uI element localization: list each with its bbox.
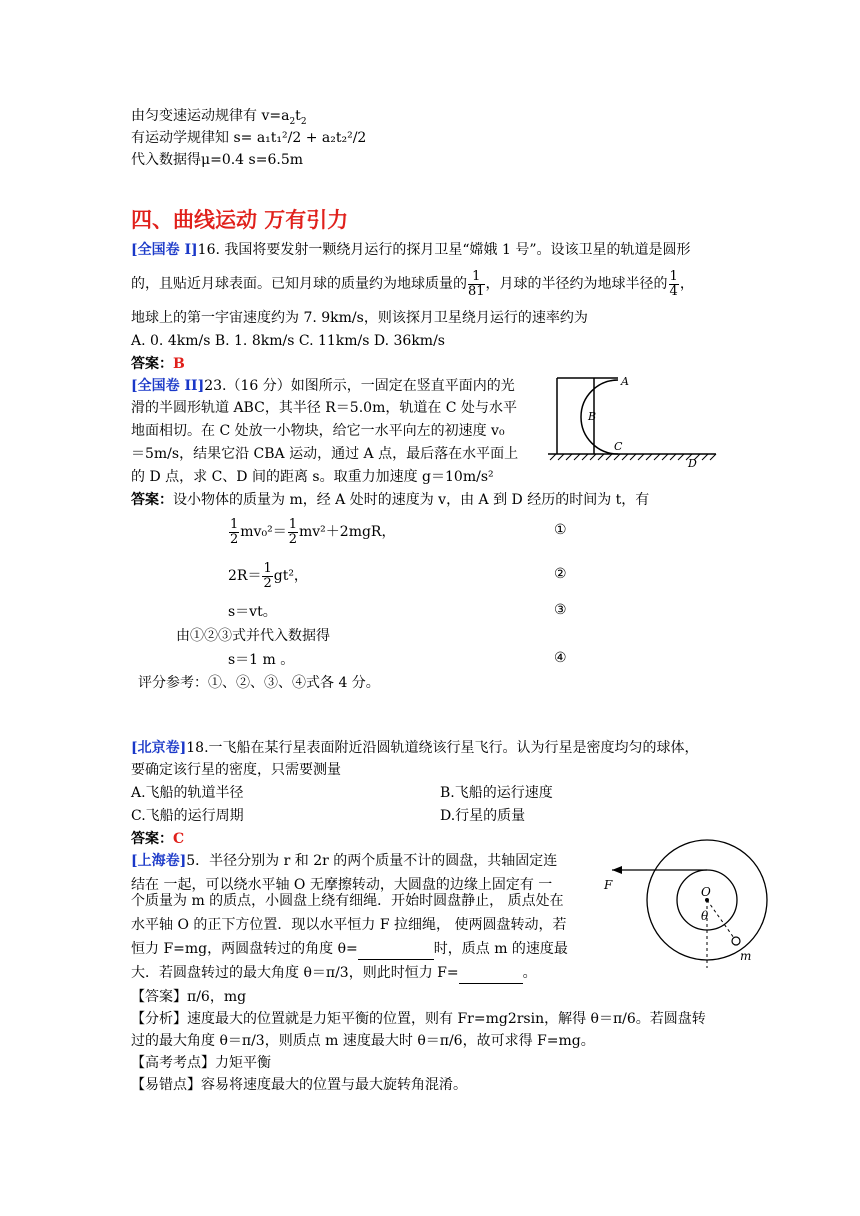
question-line: 结在 一起，可以绕水平轴 O 无摩擦转动，大圆盘的边缘上固定有 一 [131,877,553,893]
options-line: A. 0. 4km/s B. 1. 8km/s C. 11km/s D. 36km/s [131,333,445,349]
question-line: 要确定该行星的密度，只需要测量 [131,762,341,778]
mass-point [732,937,740,945]
question-tag: [全国卷 I] [131,242,198,258]
answer-line: 【答案】π/6，mg [131,989,247,1005]
question-tag: [上海卷] [131,853,187,869]
label-b: B [588,410,597,423]
analysis-line: 过的最大角度 θ＝π/3，则质点 m 速度最大时 θ＝π/6，故可求得 F=mg。 [131,1033,595,1049]
option-b: B.飞船的运行速度 [440,785,553,801]
question-line: 地面相切。在 C 处放一小物块，给它一水平向左的初速度 v₀ [131,423,505,439]
text-line: 由匀变速运动规律有 $v=a_2t_2$ [131,108,307,127]
disk-figure [600,838,790,978]
section-title: 四、曲线运动 万有引力 [131,208,349,232]
answer-line: 答案：设小物体的质量为 m，经 A 处时的速度为 v，由 A 到 D 经历的时间为 t，有 [131,492,650,508]
question-line: 的，且贴近月球表面。已知月球的质量约为地球质量的 $\frac{1}{81}$ ，月球的半径约为地球半径的 $\frac{1}{4}$ ， [131,268,694,299]
text-line: 代入数据得μ=0.4 s=6.5m [131,152,303,168]
blank-2 [459,963,523,984]
question-line: 的 D 点，求 C、D 间的距离 s。取重力加速度 g＝10m/s² [131,469,494,485]
text-line: 有运动学规律知 s= a₁t₁²/2 + a₂t₂²/2 [131,130,367,146]
analysis-line: 【分析】速度最大的位置就是力矩平衡的位置，则有 Fr=mg2rsin，解得 θ＝π/6。若圆盘转 [131,1011,706,1027]
equation-mark: ④ [554,650,567,666]
equation-4: s＝1 m 。 [228,652,295,668]
option-c: C.飞船的运行周期 [131,808,244,824]
label-theta: θ [701,909,709,923]
equation-3: s＝vt。 [228,604,277,620]
option-a: A.飞船的轨道半径 [131,785,244,801]
question-line: 地球上的第一宇宙速度约为 7. 9km/s，则该探月卫星绕月运行的速率约为 [131,310,588,326]
label-o: O [701,885,711,899]
text-line: 由①②③式并代入数据得 [176,628,330,644]
key-point-line: 【高考考点】力矩平衡 [131,1055,271,1071]
question-line: [北京卷]18.一飞船在某行星表面附近沿圆轨道绕该行星飞行。认为行星是密度均匀的球体， [131,740,699,756]
question-line: [全国卷 I]16. 我国将要发射一颗绕月运行的探月卫星“嫦娥 1 号”。设该卫星的轨道是圆形 [131,242,691,258]
answer-line: 答案：C [131,831,185,847]
question-line: [上海卷]5．半径分别为 r 和 2r 的两个质量不计的圆盘，共轴固定连 [131,853,558,869]
question-line: 滑的半圆形轨道 ABC，其半径 R＝5.0m，轨道在 C 处与水平 [131,400,517,416]
blank-1 [358,939,434,960]
fraction: $\frac{1}{81}$ [468,268,485,299]
scoring-line: 评分参考：①、②、③、④式各 4 分。 [138,675,380,691]
equation-mark: ① [554,522,567,538]
equation-1: $\frac{1}{2}$ mv₀²＝ $\frac{1}{2}$ mv²＋2mgR， [230,516,396,547]
equation-mark: ② [554,566,567,582]
question-line: 个质量为 m 的质点，小圆盘上绕有细绳．开始时圆盘静止， 质点处在 [131,893,564,909]
option-d: D.行星的质量 [440,808,526,824]
question-line: 大．若圆盘转过的最大角度 θ＝π/3，则此时恒力 F= 。 [131,963,537,984]
answer-line: 答案：B [131,356,185,372]
label-a: A [621,375,629,388]
question-tag: [全国卷 II] [131,378,205,394]
label-f: F [604,878,613,892]
label-c: C [614,440,623,453]
arrow-head [612,866,622,874]
question-tag: [北京卷] [131,740,187,756]
label-d: D [688,457,697,470]
fraction: $\frac{1}{4}$ [669,268,678,299]
semicircle-track [581,380,618,454]
track-figure [548,374,718,470]
question-line: 水平轴 O 的正下方位置．现以水平恒力 F 拉细绳， 使两圆盘转动，若 [131,917,567,933]
question-line: ＝5m/s，结果它沿 CBA 运动，通过 A 点，最后落在水平面上 [131,446,519,462]
question-line: 恒力 F=mg，两圆盘转过的角度 θ= 时，质点 m 的速度最 [131,939,568,960]
equation-mark: ③ [554,602,567,618]
label-m: m [740,949,752,963]
question-line: [全国卷 II]23.（16 分）如图所示，一固定在竖直平面内的光 [131,378,515,394]
equation-2: 2R＝ $\frac{1}{2}$ gt²， [228,560,308,591]
mistake-line: 【易错点】容易将速度最大的位置与最大旋转角混淆。 [131,1077,467,1093]
